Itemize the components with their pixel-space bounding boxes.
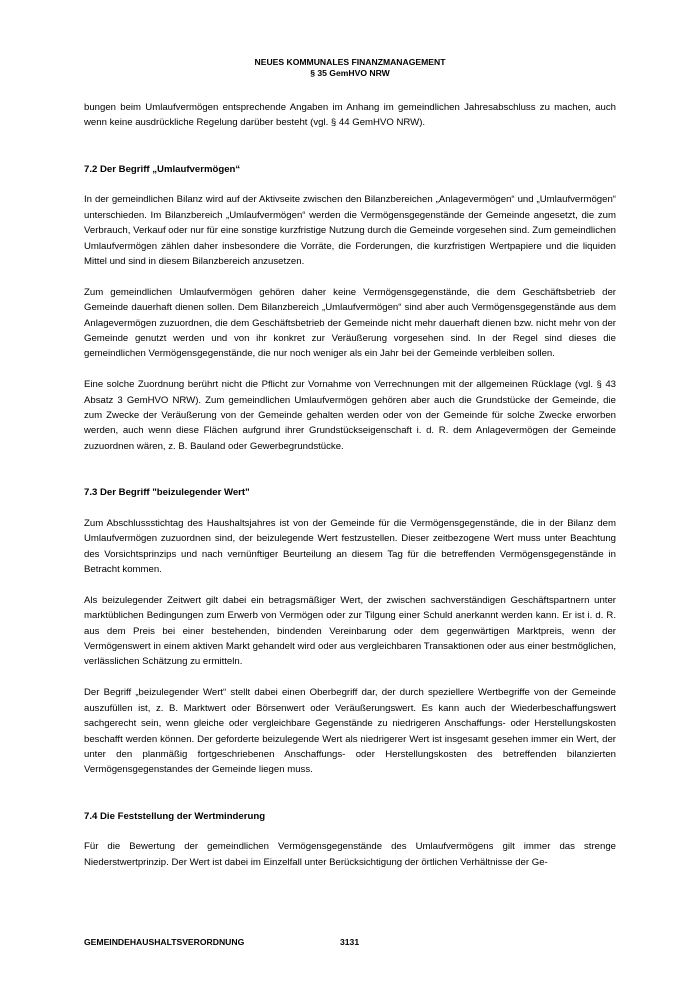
intro-paragraph: bungen beim Umlaufvermögen entsprechende Angaben im Anhang im gemeindlichen Jahresabschluss zu machen, auch wenn keine ausdrückliche Regelung darüber besteht (vgl. § 44 GemHVO NRW).: [84, 102, 616, 129]
page-number: 3131: [340, 937, 360, 947]
header-title: NEUES KOMMUNALES FINANZMANAGEMENT: [254, 57, 446, 67]
section-7-4-heading: 7.4 Die Feststellung der Wertminderung: [84, 810, 266, 822]
section-7-3-paragraph-1: Zum Abschlussstichtag des Haushaltsjahres ist von der Gemeinde für die Vermögensgegenstände, die in der Bilanz dem Umlaufvermögen zuzuordnen sind, der beizulegende Wert festzustellen. Dieser zeitbezogene Wert muss unter Beachtung des Vorsichtsprinzips und nach vernünftiger Beurteilung an diesem Tag für die betreffenden Vermögensgegenstände in Betracht kommen.: [84, 517, 616, 576]
page-footer: [84, 937, 360, 947]
section-7-3-heading: 7.3 Der Begriff "beizulegender Wert": [84, 487, 250, 499]
page-header: [0, 57, 700, 79]
section-7-2-heading: 7.2 Der Begriff „Umlaufvermögen“: [84, 163, 241, 175]
header-subtitle: § 35 GemHVO NRW: [310, 68, 390, 78]
section-7-3-paragraph-2: Als beizulegender Zeitwert gilt dabei ein betragsmäßiger Wert, der zwischen sachverständigen Geschäftspartnern unter marktüblichen Bedingungen zum Erwerb von Vermögen oder zur Tilgung einer Schuld anerkannt werden kann. Er ist i. d. R. aus dem Preis bei einer bestehenden, bindenden Vereinbarung oder dem gegenwärtigen Marktpreis, wenn der Vermögenswert in einem aktiven Markt gehandelt wird oder aus vergleichbaren Transaktionen oder aus einer bestmöglichen, verlässlichen Schätzung zu ermitteln.: [84, 594, 616, 668]
section-7-4-paragraph-1: Für die Bewertung der gemeindlichen Vermögensgegenstände des Umlaufvermögens gilt immer das strenge Niederstwertprinzip. Der Wert ist dabei im Einzelfall unter Berücksichtigung der örtlichen Verhältnisse der Ge-: [84, 841, 616, 868]
document-body: [84, 100, 616, 886]
section-7-3-paragraph-3: Der Begriff „beizulegender Wert“ stellt dabei einen Oberbegriff dar, der durch speziellere Wertbegriffe von der Gemeinde auszufüllen ist, z. B. Marktwert oder Börsenwert oder Veräußerungswert. Es kann auch der Wiederbeschaffungswert sachgerecht sein, wenn gleiche oder vergleichbare Gegenstände zu niedrigeren Anschaffungs- oder Herstellungskosten beschafft werden können. Der geforderte beizulegende Wert als niedrigerer Wert ist insgesamt gesehen immer ein Wert, der unter den planmäßig fortgeschriebenen Anschaffungs- oder Herstellungskosten des betreffenden bilanzierten Vermögensgegenstandes der Gemeinde liegen muss.: [84, 687, 616, 776]
section-7-2-paragraph-3: Eine solche Zuordnung berührt nicht die Pflicht zur Vornahme von Verrechnungen mit der allgemeinen Rücklage (vgl. § 43 Absatz 3 GemHVO NRW). Zum gemeindlichen Umlaufvermögen gehören aber auch die Grundstücke der Gemeinde, die zum Zwecke der Veräußerung von der Gemeinde gehalten werden oder von der Gemeinde für solche Zwecke erworben werden, auch wenn diese Flächen aufgrund ihrer Grundstückseigenschaft i. d. R. dem Anlagevermögen der Gemeinde zuzuordnen wären, z. B. Bauland oder Gewerbegrundstücke.: [84, 379, 616, 452]
section-7-2-paragraph-1: In der gemeindlichen Bilanz wird auf der Aktivseite zwischen den Bilanzbereichen „Anlagevermögen“ und „Umlaufvermögen“ unterschieden. Im Bilanzbereich „Umlaufvermögen“ werden die Vermögensgegenstände der Gemeinde angesetzt, die zum Verbrauch, Verkauf oder nur für eine sonstige kurzfristige Nutzung durch die Gemeinde vorgesehen sind. Zum gemeindlichen Umlaufvermögen zählen daher insbesondere die Vorräte, die Forderungen, die kurzfristigen Wertpapiere und die liquiden Mittel und sind in diesem Bilanzbereich anzusetzen.: [84, 194, 616, 268]
section-7-2-paragraph-2: Zum gemeindlichen Umlaufvermögen gehören daher keine Vermögensgegenstände, die dem Geschäftsbetrieb der Gemeinde dauerhaft dienen sollen. Dem Bilanzbereich „Umlaufvermögen“ sind aber auch Vermögensgegenstände aus dem Anlagevermögen zuzuordnen, die dem Geschäftsbetrieb der Gemeinde nicht mehr dauerhaft dienen bzw. nicht mehr von der Gemeinde genutzt werden und von ihr konkret zur Veräußerung vorgesehen sind. In der Regel sind dieses die gemeindlichen Vermögensgegenstände, die nur noch weniger als ein Jahr bei der Gemeinde verbleiben sollen.: [84, 286, 616, 360]
footer-label: GEMEINDEHAUSHALTSVERORDNUNG: [84, 937, 245, 947]
